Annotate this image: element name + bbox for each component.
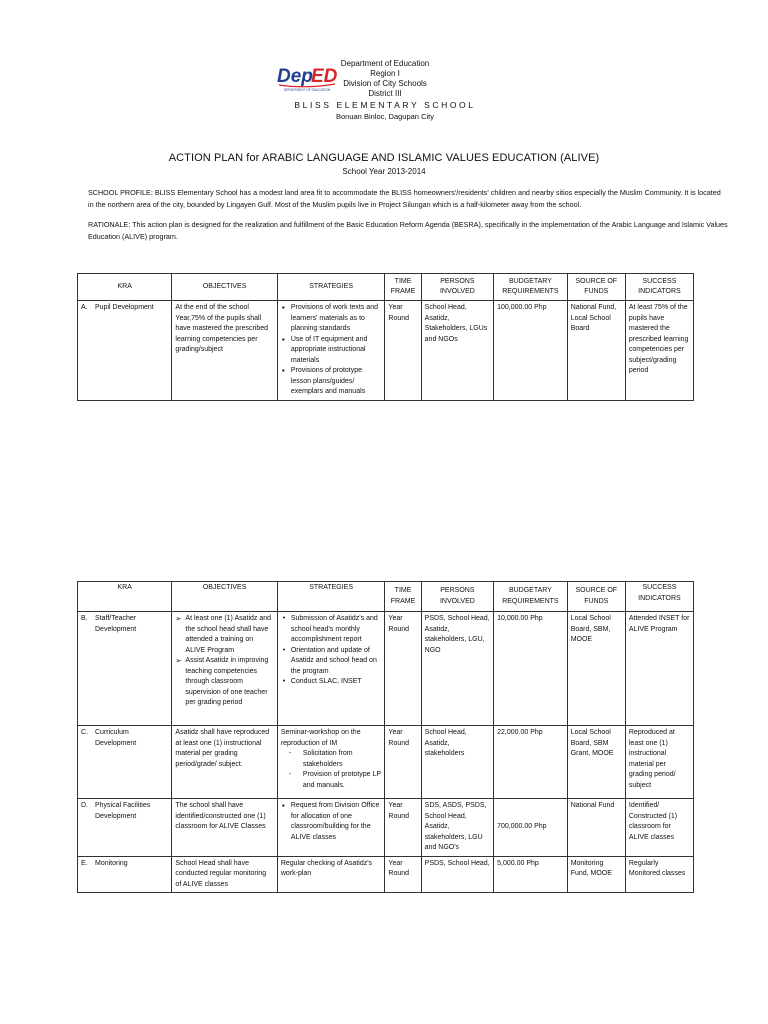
strategy-item: ▪ Request from Division Office for allocation of one classroom/building for the ALIVE classes (291, 801, 382, 843)
budget-cell: 10,000.00 Php (494, 612, 568, 726)
time-frame-cell: Year Round (385, 301, 421, 401)
objectives-cell: Asatidz shall have reproduced at least one (1) instructional material per grading period/grade/ subject. (172, 726, 277, 799)
kra-label: Curriculum Development (95, 729, 137, 747)
source-cell: National Fund (567, 799, 625, 857)
source-cell: National Fund, Local School Board (567, 301, 625, 401)
source-cell: Local School Board, SBM Grant, MOOE (567, 726, 625, 799)
column-header: STRATEGIES (277, 274, 385, 301)
svg-text:Dep: Dep (277, 66, 313, 87)
objectives-cell: School Head shall have conducted regular monitoring of ALIVE classes (172, 856, 277, 893)
success-cell: Reproduced at least one (1) instructional material per grading period/ subject (625, 726, 693, 799)
budget-cell: 22,000.00 Php (494, 726, 568, 799)
kra-cell (78, 726, 172, 799)
school-year: School Year 2013-2014 (342, 167, 426, 176)
action-plan-table-1 (77, 273, 694, 401)
strategies-cell (277, 301, 385, 401)
school-address: Bonuan Binloc, Dagupan City (336, 112, 434, 121)
kra-letter: B. (81, 615, 88, 622)
column-header: SOURCE OF FUNDS (567, 582, 625, 612)
school-name: BLISS ELEMENTARY SCHOOL (294, 100, 476, 110)
budget-cell: 100,000.00 Php (494, 301, 568, 401)
column-header: SOURCE OF FUNDS (567, 274, 625, 301)
strategy-item: ▪ Provisions of work texts and learners' materials as to planning standards (291, 303, 382, 335)
letterhead (255, 59, 515, 99)
letterhead-line: Division of City Schools (343, 79, 427, 88)
column-header: KRA (78, 274, 172, 301)
persons-cell: PSDS, School Head, (421, 856, 493, 893)
svg-text:ED: ED (311, 66, 338, 87)
column-header: KRA (78, 582, 172, 612)
kra-letter: E. (81, 859, 88, 867)
table-row (78, 612, 694, 726)
table-row (78, 726, 694, 799)
objective-item: ➢ At least one (1) Asatidz and the school head shall have attended a training on ALIVE Program (185, 614, 273, 656)
strategy-item: - Solicitation from stakeholders (303, 749, 382, 770)
letterhead-line: District III (368, 89, 402, 98)
success-cell: Identified/ Constructed (1) classroom for ALIVE classes (625, 799, 693, 857)
kra-cell (78, 799, 172, 857)
time-frame-cell: Year Round (385, 612, 421, 726)
kra-label: Staff/Teacher Development (95, 615, 137, 633)
column-header: PERSONS INVOLVED (421, 582, 493, 612)
success-cell: Regularly Monitored classes (625, 856, 693, 893)
strategy-item: • Submission of Asatidz's and school head's monthly accomplishment report (291, 614, 382, 646)
strategy-item: • Orientation and update of Asatidz and school head on the program (291, 646, 382, 678)
success-cell: Attended INSET for ALIVE Program (625, 612, 693, 726)
school-profile: SCHOOL PROFILE: BLISS Elementary School has a modest land area fit to accommodate the BLISS homeowners'/residents' children and nearby sitios especially the Muslim Community. It is located in the northern area of the city, bounded by Lingayen Gulf. Most of the Muslim pupils live in Project Silungan which is a half-kilometer away from the school. (88, 188, 721, 209)
strategy-item: - Provision of prototype LP and manuals. (303, 770, 382, 791)
strategies-cell (277, 799, 385, 857)
table-row (78, 301, 694, 401)
strategy-intro: Seminar-workshop on the reproduction of IM (280, 729, 361, 747)
time-frame-cell: Year Round (385, 726, 421, 799)
strategy-item: ▪ Use of IT equipment and appropriate instructional materials (291, 335, 382, 367)
kra-letter: D. (81, 802, 88, 809)
kra-letter: C. (81, 729, 88, 736)
letterhead-line: Department of Education (340, 59, 430, 68)
column-header: TIME FRAME (385, 582, 421, 612)
objectives-cell (172, 612, 277, 726)
column-header: BUDGETARY REQUIREMENTS (494, 274, 568, 301)
time-frame-cell: Year Round (385, 856, 421, 893)
column-header: PERSONS INVOLVED (421, 274, 493, 301)
persons-cell: School Head, Asatidz, stakeholders (421, 726, 493, 799)
success-cell: At least 75% of the pupils have mastered the prescribed learning competencies per subject/grading period (625, 301, 693, 401)
time-frame-cell: Year Round (385, 799, 421, 857)
kra-label: Monitoring (95, 859, 128, 867)
persons-cell: School Head, Asatidz, Stakeholders, LGUs and NGOs (421, 301, 493, 401)
column-header: TIME FRAME (385, 274, 421, 301)
objectives-cell: The school shall have identified/constructed one (1) classroom for ALIVE Classes (172, 799, 277, 857)
budget-cell: 700,000.00 Php (494, 799, 568, 857)
column-header: OBJECTIVES (172, 582, 277, 612)
kra-cell (78, 856, 172, 893)
action-plan-table-2 (77, 581, 694, 893)
document-title: ACTION PLAN for ARABIC LANGUAGE AND ISLAMIC VALUES EDUCATION (ALIVE) (168, 152, 600, 164)
column-header: SUCCESS INDICATORS (625, 582, 693, 612)
column-header: BUDGETARY REQUIREMENTS (494, 582, 568, 612)
strategies-cell (277, 612, 385, 726)
column-header: STRATEGIES (277, 582, 385, 612)
persons-cell: SDS, ASDS, PSDS, School Head, Asatidz, stakeholders, LGU and NGO's (421, 799, 493, 857)
kra-cell (78, 301, 172, 401)
kra-label: Pupil Development (95, 304, 154, 311)
budget-cell: 5,000.00 Php (494, 856, 568, 893)
source-cell: Monitoring Fund, MOOE (567, 856, 625, 893)
source-cell: Local School Board, SBM, MOOE (567, 612, 625, 726)
rationale: RATIONALE: This action plan is designed for the realization and fulfillment of the Basic Education Reform Agenda (BESRA), specifically in the implementation of the Arabic Language and Islamic Values Education (ALIVE) program. (88, 220, 728, 241)
table-row (78, 799, 694, 857)
table-header-row (78, 274, 694, 301)
kra-letter: A. (81, 304, 88, 311)
strategies-cell: Regular checking of Asatidz's work-plan (277, 856, 385, 893)
table-row (78, 856, 694, 893)
strategies-cell (277, 726, 385, 799)
letterhead-line: Region I (370, 69, 400, 78)
kra-label: Physical Facilities Development (95, 802, 151, 820)
objective-item: ➢ Assist Asatidz in improving teaching competencies through classroom supervision of one teacher per grading period (185, 656, 273, 709)
strategy-item: ▪ Provisions of prototype lesson plans/guides/ exemplars and manuals (291, 366, 382, 398)
column-header: OBJECTIVES (172, 274, 277, 301)
column-header: SUCCESS INDICATORS (625, 274, 693, 301)
svg-text:DEPARTMENT OF EDUCATION: DEPARTMENT OF EDUCATION (283, 88, 331, 92)
table-header-row (78, 582, 694, 612)
objectives-cell: At the end of the school Year,75% of the pupils shall have mastered the prescribed learning competencies per grading/subject (172, 301, 277, 401)
kra-cell (78, 612, 172, 726)
strategy-item: • Conduct SLAC, INSET (291, 677, 382, 688)
persons-cell: PSDS, School Head, Asatidz, stakeholders, LGU, NGO (421, 612, 493, 726)
